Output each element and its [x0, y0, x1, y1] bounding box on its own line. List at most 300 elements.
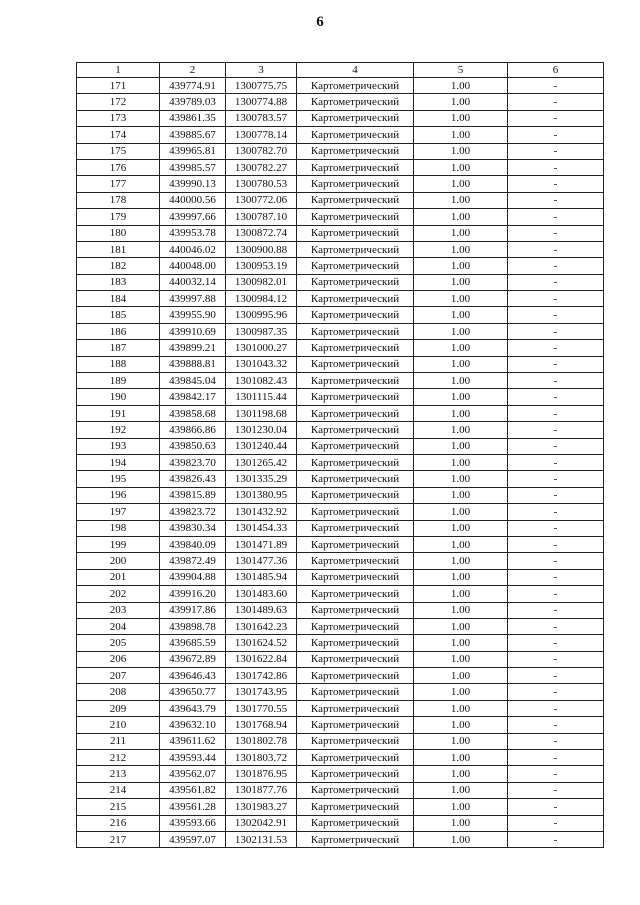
- coordinates-table: [76, 62, 604, 848]
- method-cell: Картометрический: [297, 635, 414, 651]
- x-coordinate-cell: 439593.44: [160, 750, 226, 766]
- y-coordinate-cell: 1301876.95: [226, 766, 297, 782]
- table-row: [77, 159, 604, 175]
- table-row: [77, 602, 604, 618]
- x-coordinate-cell: 440046.02: [160, 241, 226, 257]
- method-cell: Картометрический: [297, 78, 414, 94]
- y-coordinate-cell: 1301877.76: [226, 782, 297, 798]
- point-number-cell: 203: [77, 602, 160, 618]
- point-number-cell: 182: [77, 258, 160, 274]
- point-number-cell: 205: [77, 635, 160, 651]
- x-coordinate-cell: 439997.66: [160, 209, 226, 225]
- method-cell: Картометрический: [297, 799, 414, 815]
- table-row: [77, 717, 604, 733]
- y-coordinate-cell: 1301489.63: [226, 602, 297, 618]
- accuracy-cell: 1.00: [414, 831, 508, 847]
- y-coordinate-cell: 1301454.33: [226, 520, 297, 536]
- accuracy-cell: 1.00: [414, 143, 508, 159]
- description-cell: -: [508, 815, 604, 831]
- table-row: [77, 586, 604, 602]
- y-coordinate-cell: 1301115.44: [226, 389, 297, 405]
- y-coordinate-cell: 1301265.42: [226, 454, 297, 470]
- table-row: [77, 405, 604, 421]
- x-coordinate-cell: 439858.68: [160, 405, 226, 421]
- y-coordinate-cell: 1300872.74: [226, 225, 297, 241]
- x-coordinate-cell: 439990.13: [160, 176, 226, 192]
- x-coordinate-cell: 439910.69: [160, 323, 226, 339]
- x-coordinate-cell: 439685.59: [160, 635, 226, 651]
- column-header-1: 1: [77, 63, 160, 78]
- method-cell: Картометрический: [297, 373, 414, 389]
- table-row: [77, 536, 604, 552]
- description-cell: -: [508, 684, 604, 700]
- table-row: [77, 618, 604, 634]
- method-cell: Картометрический: [297, 569, 414, 585]
- method-cell: Картометрический: [297, 618, 414, 634]
- method-cell: Картометрический: [297, 356, 414, 372]
- x-coordinate-cell: 439997.88: [160, 291, 226, 307]
- accuracy-cell: 1.00: [414, 127, 508, 143]
- point-number-cell: 192: [77, 422, 160, 438]
- method-cell: Картометрический: [297, 422, 414, 438]
- table-row: [77, 569, 604, 585]
- point-number-cell: 190: [77, 389, 160, 405]
- point-number-cell: 186: [77, 323, 160, 339]
- point-number-cell: 176: [77, 159, 160, 175]
- table-row: [77, 307, 604, 323]
- table-row: [77, 258, 604, 274]
- method-cell: Картометрический: [297, 340, 414, 356]
- y-coordinate-cell: 1301335.29: [226, 471, 297, 487]
- x-coordinate-cell: 439845.04: [160, 373, 226, 389]
- y-coordinate-cell: 1301803.72: [226, 750, 297, 766]
- description-cell: -: [508, 700, 604, 716]
- x-coordinate-cell: 439593.66: [160, 815, 226, 831]
- table-row: [77, 733, 604, 749]
- y-coordinate-cell: 1302042.91: [226, 815, 297, 831]
- point-number-cell: 215: [77, 799, 160, 815]
- accuracy-cell: 1.00: [414, 192, 508, 208]
- description-cell: -: [508, 241, 604, 257]
- accuracy-cell: 1.00: [414, 668, 508, 684]
- accuracy-cell: 1.00: [414, 258, 508, 274]
- point-number-cell: 173: [77, 110, 160, 126]
- table-row: [77, 471, 604, 487]
- column-header-2: 2: [160, 63, 226, 78]
- description-cell: -: [508, 799, 604, 815]
- x-coordinate-cell: 439597.07: [160, 831, 226, 847]
- method-cell: Картометрический: [297, 405, 414, 421]
- point-number-cell: 206: [77, 651, 160, 667]
- point-number-cell: 181: [77, 241, 160, 257]
- description-cell: -: [508, 258, 604, 274]
- table-row: [77, 668, 604, 684]
- accuracy-cell: 1.00: [414, 110, 508, 126]
- method-cell: Картометрический: [297, 192, 414, 208]
- accuracy-cell: 1.00: [414, 438, 508, 454]
- accuracy-cell: 1.00: [414, 750, 508, 766]
- y-coordinate-cell: 1301802.78: [226, 733, 297, 749]
- table-row: [77, 750, 604, 766]
- point-number-cell: 189: [77, 373, 160, 389]
- method-cell: Картометрический: [297, 815, 414, 831]
- y-coordinate-cell: 1300772.06: [226, 192, 297, 208]
- x-coordinate-cell: 439562.07: [160, 766, 226, 782]
- accuracy-cell: 1.00: [414, 405, 508, 421]
- column-header-5: 5: [414, 63, 508, 78]
- accuracy-cell: 1.00: [414, 422, 508, 438]
- accuracy-cell: 1.00: [414, 717, 508, 733]
- accuracy-cell: 1.00: [414, 733, 508, 749]
- table-row: [77, 241, 604, 257]
- method-cell: Картометрический: [297, 110, 414, 126]
- x-coordinate-cell: 439815.89: [160, 487, 226, 503]
- x-coordinate-cell: 439888.81: [160, 356, 226, 372]
- x-coordinate-cell: 439916.20: [160, 586, 226, 602]
- point-number-cell: 208: [77, 684, 160, 700]
- x-coordinate-cell: 439850.63: [160, 438, 226, 454]
- x-coordinate-cell: 439985.57: [160, 159, 226, 175]
- accuracy-cell: 1.00: [414, 373, 508, 389]
- table-row: [77, 487, 604, 503]
- table-header: [77, 63, 604, 78]
- point-number-cell: 212: [77, 750, 160, 766]
- method-cell: Картометрический: [297, 127, 414, 143]
- table-row: [77, 438, 604, 454]
- y-coordinate-cell: 1300782.70: [226, 143, 297, 159]
- method-cell: Картометрический: [297, 766, 414, 782]
- y-coordinate-cell: 1300778.14: [226, 127, 297, 143]
- table-row: [77, 323, 604, 339]
- accuracy-cell: 1.00: [414, 356, 508, 372]
- method-cell: Картометрический: [297, 291, 414, 307]
- y-coordinate-cell: 1301240.44: [226, 438, 297, 454]
- x-coordinate-cell: 439611.62: [160, 733, 226, 749]
- accuracy-cell: 1.00: [414, 94, 508, 110]
- point-number-cell: 198: [77, 520, 160, 536]
- description-cell: -: [508, 143, 604, 159]
- point-number-cell: 171: [77, 78, 160, 94]
- method-cell: Картометрический: [297, 717, 414, 733]
- point-number-cell: 201: [77, 569, 160, 585]
- description-cell: -: [508, 405, 604, 421]
- table-row: [77, 274, 604, 290]
- x-coordinate-cell: 439965.81: [160, 143, 226, 159]
- y-coordinate-cell: 1301642.23: [226, 618, 297, 634]
- description-cell: -: [508, 78, 604, 94]
- method-cell: Картометрический: [297, 553, 414, 569]
- description-cell: -: [508, 373, 604, 389]
- table-row: [77, 78, 604, 94]
- accuracy-cell: 1.00: [414, 569, 508, 585]
- point-number-cell: 185: [77, 307, 160, 323]
- table-row: [77, 454, 604, 470]
- point-number-cell: 196: [77, 487, 160, 503]
- accuracy-cell: 1.00: [414, 700, 508, 716]
- method-cell: Картометрический: [297, 209, 414, 225]
- method-cell: Картометрический: [297, 323, 414, 339]
- method-cell: Картометрический: [297, 651, 414, 667]
- y-coordinate-cell: 1300782.27: [226, 159, 297, 175]
- point-number-cell: 179: [77, 209, 160, 225]
- method-cell: Картометрический: [297, 438, 414, 454]
- table-row: [77, 143, 604, 159]
- x-coordinate-cell: 439872.49: [160, 553, 226, 569]
- table-row: [77, 651, 604, 667]
- description-cell: -: [508, 668, 604, 684]
- y-coordinate-cell: 1300783.57: [226, 110, 297, 126]
- x-coordinate-cell: 440048.00: [160, 258, 226, 274]
- table-row: [77, 192, 604, 208]
- table-row: [77, 504, 604, 520]
- method-cell: Картометрический: [297, 602, 414, 618]
- x-coordinate-cell: 439917.86: [160, 602, 226, 618]
- y-coordinate-cell: 1301198.68: [226, 405, 297, 421]
- x-coordinate-cell: 439789.03: [160, 94, 226, 110]
- accuracy-cell: 1.00: [414, 586, 508, 602]
- x-coordinate-cell: 439632.10: [160, 717, 226, 733]
- description-cell: -: [508, 110, 604, 126]
- point-number-cell: 184: [77, 291, 160, 307]
- x-coordinate-cell: 439899.21: [160, 340, 226, 356]
- accuracy-cell: 1.00: [414, 651, 508, 667]
- description-cell: -: [508, 291, 604, 307]
- x-coordinate-cell: 439953.78: [160, 225, 226, 241]
- description-cell: -: [508, 766, 604, 782]
- point-number-cell: 216: [77, 815, 160, 831]
- description-cell: -: [508, 504, 604, 520]
- accuracy-cell: 1.00: [414, 602, 508, 618]
- y-coordinate-cell: 1300774.88: [226, 94, 297, 110]
- y-coordinate-cell: 1300900.88: [226, 241, 297, 257]
- description-cell: -: [508, 323, 604, 339]
- method-cell: Картометрический: [297, 471, 414, 487]
- point-number-cell: 188: [77, 356, 160, 372]
- accuracy-cell: 1.00: [414, 618, 508, 634]
- x-coordinate-cell: 439898.78: [160, 618, 226, 634]
- table-row: [77, 520, 604, 536]
- accuracy-cell: 1.00: [414, 225, 508, 241]
- point-number-cell: 183: [77, 274, 160, 290]
- table-row: [77, 340, 604, 356]
- y-coordinate-cell: 1301485.94: [226, 569, 297, 585]
- method-cell: Картометрический: [297, 586, 414, 602]
- table-row: [77, 94, 604, 110]
- x-coordinate-cell: 439823.70: [160, 454, 226, 470]
- description-cell: -: [508, 438, 604, 454]
- description-cell: -: [508, 750, 604, 766]
- description-cell: -: [508, 717, 604, 733]
- accuracy-cell: 1.00: [414, 520, 508, 536]
- y-coordinate-cell: 1301983.27: [226, 799, 297, 815]
- accuracy-cell: 1.00: [414, 209, 508, 225]
- x-coordinate-cell: 439861.35: [160, 110, 226, 126]
- method-cell: Картометрический: [297, 159, 414, 175]
- x-coordinate-cell: 439650.77: [160, 684, 226, 700]
- method-cell: Картометрический: [297, 258, 414, 274]
- accuracy-cell: 1.00: [414, 241, 508, 257]
- y-coordinate-cell: 1300982.01: [226, 274, 297, 290]
- x-coordinate-cell: 439672.89: [160, 651, 226, 667]
- y-coordinate-cell: 1301432.92: [226, 504, 297, 520]
- x-coordinate-cell: 439561.82: [160, 782, 226, 798]
- table-row: [77, 782, 604, 798]
- y-coordinate-cell: 1301477.36: [226, 553, 297, 569]
- column-header-4: 4: [297, 63, 414, 78]
- method-cell: Картометрический: [297, 225, 414, 241]
- description-cell: -: [508, 520, 604, 536]
- x-coordinate-cell: 439826.43: [160, 471, 226, 487]
- point-number-cell: 209: [77, 700, 160, 716]
- accuracy-cell: 1.00: [414, 323, 508, 339]
- accuracy-cell: 1.00: [414, 340, 508, 356]
- table-row: [77, 422, 604, 438]
- point-number-cell: 194: [77, 454, 160, 470]
- table-row: [77, 127, 604, 143]
- table-row: [77, 110, 604, 126]
- x-coordinate-cell: 439830.34: [160, 520, 226, 536]
- method-cell: Картометрический: [297, 536, 414, 552]
- y-coordinate-cell: 1301471.89: [226, 536, 297, 552]
- table-row: [77, 766, 604, 782]
- point-number-cell: 207: [77, 668, 160, 684]
- description-cell: -: [508, 553, 604, 569]
- y-coordinate-cell: 1301770.55: [226, 700, 297, 716]
- method-cell: Картометрический: [297, 520, 414, 536]
- point-number-cell: 175: [77, 143, 160, 159]
- table-row: [77, 799, 604, 815]
- accuracy-cell: 1.00: [414, 274, 508, 290]
- accuracy-cell: 1.00: [414, 504, 508, 520]
- point-number-cell: 217: [77, 831, 160, 847]
- point-number-cell: 191: [77, 405, 160, 421]
- method-cell: Картометрический: [297, 831, 414, 847]
- method-cell: Картометрический: [297, 454, 414, 470]
- point-number-cell: 197: [77, 504, 160, 520]
- method-cell: Картометрический: [297, 487, 414, 503]
- point-number-cell: 195: [77, 471, 160, 487]
- description-cell: -: [508, 602, 604, 618]
- x-coordinate-cell: 439561.28: [160, 799, 226, 815]
- x-coordinate-cell: 439774.91: [160, 78, 226, 94]
- point-number-cell: 193: [77, 438, 160, 454]
- point-number-cell: 199: [77, 536, 160, 552]
- point-number-cell: 202: [77, 586, 160, 602]
- table-row: [77, 291, 604, 307]
- table-row: [77, 553, 604, 569]
- description-cell: -: [508, 225, 604, 241]
- point-number-cell: 180: [77, 225, 160, 241]
- accuracy-cell: 1.00: [414, 536, 508, 552]
- x-coordinate-cell: 439840.09: [160, 536, 226, 552]
- y-coordinate-cell: 1301743.95: [226, 684, 297, 700]
- description-cell: -: [508, 487, 604, 503]
- y-coordinate-cell: 1301230.04: [226, 422, 297, 438]
- method-cell: Картометрический: [297, 94, 414, 110]
- x-coordinate-cell: 440000.56: [160, 192, 226, 208]
- description-cell: -: [508, 274, 604, 290]
- accuracy-cell: 1.00: [414, 487, 508, 503]
- point-number-cell: 187: [77, 340, 160, 356]
- method-cell: Картометрический: [297, 782, 414, 798]
- y-coordinate-cell: 1300775.75: [226, 78, 297, 94]
- point-number-cell: 178: [77, 192, 160, 208]
- method-cell: Картометрический: [297, 176, 414, 192]
- table-row: [77, 209, 604, 225]
- accuracy-cell: 1.00: [414, 635, 508, 651]
- y-coordinate-cell: 1301622.84: [226, 651, 297, 667]
- description-cell: -: [508, 389, 604, 405]
- accuracy-cell: 1.00: [414, 553, 508, 569]
- method-cell: Картометрический: [297, 504, 414, 520]
- description-cell: -: [508, 176, 604, 192]
- point-number-cell: 210: [77, 717, 160, 733]
- description-cell: -: [508, 94, 604, 110]
- table-row: [77, 389, 604, 405]
- point-number-cell: 213: [77, 766, 160, 782]
- x-coordinate-cell: 439885.67: [160, 127, 226, 143]
- method-cell: Картометрический: [297, 700, 414, 716]
- description-cell: -: [508, 307, 604, 323]
- y-coordinate-cell: 1301483.60: [226, 586, 297, 602]
- point-number-cell: 204: [77, 618, 160, 634]
- accuracy-cell: 1.00: [414, 291, 508, 307]
- table-row: [77, 373, 604, 389]
- x-coordinate-cell: 439904.88: [160, 569, 226, 585]
- y-coordinate-cell: 1300953.19: [226, 258, 297, 274]
- y-coordinate-cell: 1301624.52: [226, 635, 297, 651]
- accuracy-cell: 1.00: [414, 471, 508, 487]
- method-cell: Картометрический: [297, 389, 414, 405]
- accuracy-cell: 1.00: [414, 766, 508, 782]
- accuracy-cell: 1.00: [414, 389, 508, 405]
- method-cell: Картометрический: [297, 241, 414, 257]
- accuracy-cell: 1.00: [414, 782, 508, 798]
- y-coordinate-cell: 1301082.43: [226, 373, 297, 389]
- point-number-cell: 200: [77, 553, 160, 569]
- y-coordinate-cell: 1301000.27: [226, 340, 297, 356]
- accuracy-cell: 1.00: [414, 78, 508, 94]
- method-cell: Картометрический: [297, 668, 414, 684]
- table-row: [77, 225, 604, 241]
- y-coordinate-cell: 1300987.35: [226, 323, 297, 339]
- accuracy-cell: 1.00: [414, 799, 508, 815]
- method-cell: Картометрический: [297, 684, 414, 700]
- description-cell: -: [508, 536, 604, 552]
- description-cell: -: [508, 586, 604, 602]
- page-number: 6: [316, 14, 324, 30]
- table-row: [77, 635, 604, 651]
- description-cell: -: [508, 782, 604, 798]
- accuracy-cell: 1.00: [414, 307, 508, 323]
- x-coordinate-cell: 439643.79: [160, 700, 226, 716]
- description-cell: -: [508, 209, 604, 225]
- table-body: [77, 78, 604, 848]
- accuracy-cell: 1.00: [414, 454, 508, 470]
- description-cell: -: [508, 192, 604, 208]
- y-coordinate-cell: 1301043.32: [226, 356, 297, 372]
- description-cell: -: [508, 127, 604, 143]
- y-coordinate-cell: 1301742.86: [226, 668, 297, 684]
- description-cell: -: [508, 651, 604, 667]
- point-number-cell: 214: [77, 782, 160, 798]
- column-header-6: 6: [508, 63, 604, 78]
- table-row: [77, 176, 604, 192]
- description-cell: -: [508, 733, 604, 749]
- description-cell: -: [508, 569, 604, 585]
- method-cell: Картометрический: [297, 307, 414, 323]
- table-row: [77, 815, 604, 831]
